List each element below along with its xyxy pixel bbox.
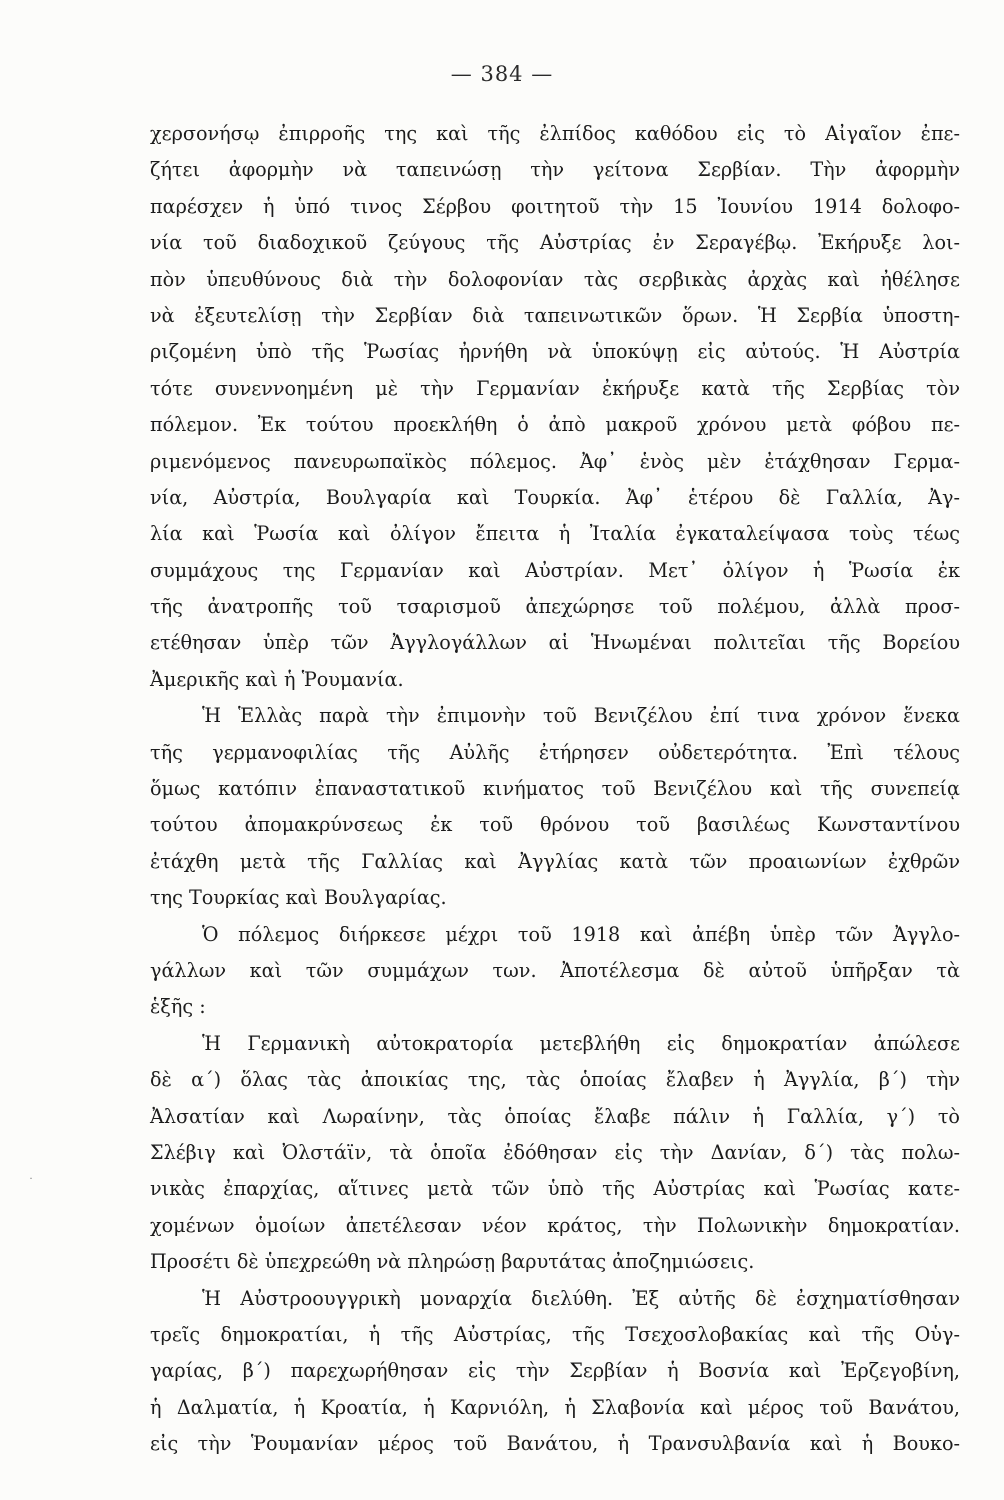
text-line: της Τουρκίας καὶ Βουλγαρίας. [150,886,447,910]
text-line: γαρίας, β΄) παρεχωρήθησαν εἰς τὴν Σερβίαν ἡ Βοσνία καὶ Ἐρζεγοβίνη, [150,1359,960,1383]
text-line: χερσονήσῳ ἐπιρροῆς της καὶ τῆς ἐλπίδος καθόδου εἰς τὸ Αἰγαῖον ἐπε- [150,122,960,145]
text-line: ετέθησαν ὑπὲρ τῶν Ἀγγλογάλλων αἱ Ἡνωμέναι πολιτεῖαι τῆς Βορείου [150,631,960,655]
text-line: νία, Αὐστρία, Βουλγαρία καὶ Τουρκία. Ἀφ᾽ ἑτέρου δὲ Γαλλία, Ἀγ- [150,485,960,509]
text-line: Σλέβιγ καὶ Ὀλστάϊν, τὰ ὁποῖα ἐδόθησαν εἰς τὴν Δανίαν, δ΄) τὰς πολω- [150,1140,960,1164]
text-line: Ἀλσατίαν καὶ Λωραίνην, τὰς ὁποίας ἔλαβε πάλιν ἡ Γαλλία, γ΄) τὸ [150,1104,960,1128]
text-line: νία τοῦ διαδοχικοῦ ζεύγους τῆς Αὐστρίας ἐν Σεραγέβῳ. Ἐκήρυξε λοι- [150,231,960,255]
text-line: ζήτει ἀφορμὴν νὰ ταπεινώσῃ τὴν γείτονα Σερβίαν. Τὴν ἀφορμὴν [150,158,960,182]
text-line: νικὰς ἐπαρχίας, αἵτινες μετὰ τῶν ὑπὸ τῆς Αὐστρίας καὶ Ῥωσίας κατε- [150,1177,960,1201]
text-line: ἐτάχθη μετὰ τῆς Γαλλίας καὶ Ἀγγλίας κατὰ τῶν προαιωνίων ἐχθρῶν [150,849,960,873]
text-line: νὰ ἐξευτελίσῃ τὴν Σερβίαν διὰ ταπεινωτικῶν ὅρων. Ἡ Σερβία ὑποστη- [150,303,960,327]
text-line: παρέσχεν ἡ ὑπό τινος Σέρβου φοιτητοῦ τὴν 15 Ἰουνίου 1914 δολοφο- [150,194,960,218]
text-line: Ἀμερικῆς καὶ ἡ Ῥουμανία. [150,667,404,691]
text-line: τούτου ἀπομακρύνσεως ἐκ τοῦ θρόνου τοῦ βασιλέως Κωνσταντίνου [150,813,960,837]
text-line: Ἡ Αὐστροουγγρικὴ μοναρχία διελύθη. Ἐξ αὐτῆς δὲ ἐσχηματίσθησαν [202,1286,960,1310]
text-line: ἑξῆς : [150,995,206,1019]
print-speck-icon: ˙ [28,1176,34,1190]
text-line: τότε συνεννοημένη μὲ τὴν Γερμανίαν ἐκήρυξε κατὰ τῆς Σερβίας τὸν [150,376,960,400]
text-line: ἡ Δαλματία, ἡ Κροατία, ἡ Καρνιόλη, ἡ Σλαβονία καὶ μέρος τοῦ Βανάτου, [150,1395,960,1419]
text-line: ριζομένη ὑπὸ τῆς Ῥωσίας ἠρνήθη νὰ ὑποκύψῃ εἰς αὐτούς. Ἡ Αὐστρία [150,340,960,364]
text-line: λία καὶ Ῥωσία καὶ ὀλίγον ἔπειτα ἡ Ἰταλία ἐγκαταλείψασα τοὺς τέως [150,522,960,546]
text-line: τῆς ἀνατροπῆς τοῦ τσαρισμοῦ ἀπεχώρησε τοῦ πολέμου, ἀλλὰ προσ- [150,595,960,619]
text-line: συμμάχους της Γερμανίαν καὶ Αὐστρίαν. Μετ᾽ ὀλίγον ἡ Ῥωσία ἐκ [150,558,960,582]
text-line: δὲ α΄) ὅλας τὰς ἀποικίας της, τὰς ὁποίας ἔλαβεν ἡ Ἀγγλία, β΄) τὴν [150,1068,960,1092]
text-line: πὸν ὑπευθύνους διὰ τὴν δολοφονίαν τὰς σερβικὰς ἀρχὰς καὶ ἠθέλησε [150,267,960,291]
text-line: Ἡ Ἑλλὰς παρὰ τὴν ἐπιμονὴν τοῦ Βενιζέλου ἐπί τινα χρόνον ἕνεκα [202,704,960,728]
text-line: τῆς γερμανοφιλίας τῆς Αὐλῆς ἐτήρησεν οὐδετερότητα. Ἐπὶ τέλους [150,740,960,764]
text-line: ὅμως κατόπιν ἐπαναστατικοῦ κινήματος τοῦ Βενιζέλου καὶ τῆς συνεπείᾳ [150,777,960,801]
text-line: Προσέτι δὲ ὑπεχρεώθη νὰ πληρώσῃ βαρυτάτας ἀποζημιώσεις. [150,1250,755,1274]
text-line: Ἡ Γερμανικὴ αὐτοκρατορία μετεβλήθη εἰς δημοκρατίαν ἀπώλεσε [202,1031,960,1055]
text-line: ριμενόμενος πανευρωπαϊκὸς πόλεμος. Ἀφ᾽ ἑνὸς μὲν ἐτάχθησαν Γερμα- [150,449,960,473]
body-text [150,116,960,1462]
text-line: χομένων ὁμοίων ἀπετέλεσαν νέον κράτος, τὴν Πολωνικὴν δημοκρατίαν. [150,1213,960,1237]
text-line: τρεῖς δημοκρατίαι, ἡ τῆς Αὐστρίας, τῆς Τσεχοσλοβακίας καὶ τῆς Οὑγ- [150,1322,960,1346]
text-line: γάλλων καὶ τῶν συμμάχων των. Ἀποτέλεσμα δὲ αὐτοῦ ὑπῆρξαν τὰ [150,958,960,982]
text-line: Ὁ πόλεμος διήρκεσε μέχρι τοῦ 1918 καὶ ἀπέβη ὑπὲρ τῶν Ἀγγλο- [202,922,960,946]
page-number: — 384 — [450,62,554,86]
text-line: πόλεμον. Ἐκ τούτου προεκλήθη ὁ ἀπὸ μακροῦ χρόνου μετὰ φόβου πε- [150,413,960,437]
text-line: εἰς τὴν Ῥουμανίαν μέρος τοῦ Βανάτου, ἡ Τρανσυλβανία καὶ ἡ Βουκο- [150,1432,960,1456]
